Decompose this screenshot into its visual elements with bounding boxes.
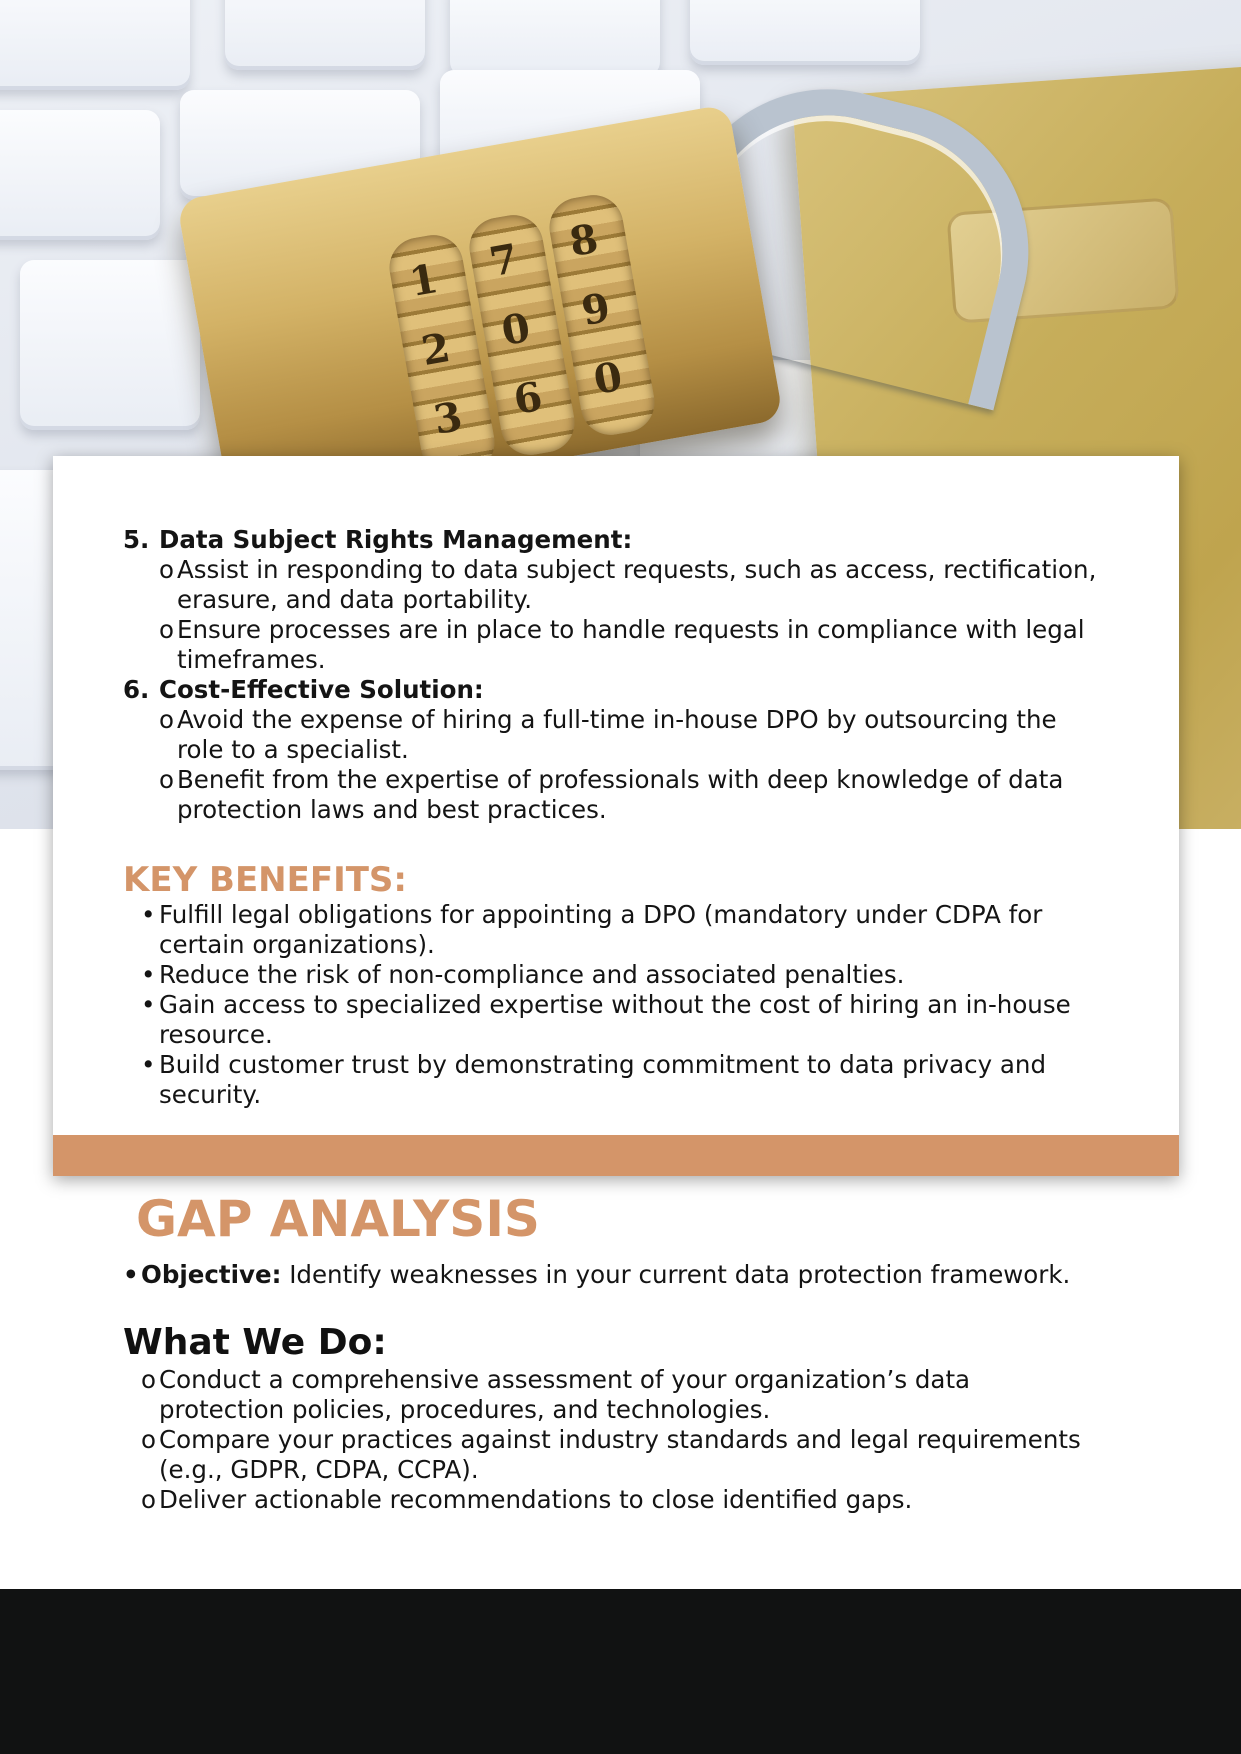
key-benefits-heading: KEY BENEFITS:: [123, 860, 408, 900]
objective-line: [141, 1260, 1070, 1290]
sub-bullet: o: [159, 765, 174, 794]
list-item-text: protection laws and best practices.: [177, 795, 607, 824]
list-item-text: Benefit from the expertise of professionals with deep knowledge of data: [177, 765, 1064, 794]
keyboard-key: [20, 260, 200, 430]
benefit-text: resource.: [159, 1020, 273, 1049]
bullet: •: [141, 990, 156, 1019]
accent-band: [53, 1135, 1179, 1176]
list-item-text: (e.g., GDPR, CDPA, CCPA).: [159, 1455, 479, 1484]
sub-bullet: o: [141, 1365, 156, 1394]
bullet: •: [141, 960, 156, 989]
what-we-do-heading: What We Do:: [123, 1322, 387, 1363]
list-number: 6.: [123, 675, 150, 704]
list-item-text: Conduct a comprehensive assessment of your organization’s data: [159, 1365, 971, 1394]
combination-dial: 1 2 3: [385, 230, 500, 479]
list-item-text: Avoid the expense of hiring a full-time in-house DPO by outsourcing the: [177, 705, 1057, 734]
benefit-text: Fulfill legal obligations for appointing a DPO (mandatory under CDPA for: [159, 900, 1043, 929]
list-item-text: Ensure processes are in place to handle requests in compliance with legal: [177, 615, 1085, 644]
list-item-text: role to a specialist.: [177, 735, 409, 764]
sub-bullet: o: [159, 705, 174, 734]
objective-text: Identify weaknesses in your current data protection framework.: [281, 1260, 1071, 1289]
sub-bullet: o: [141, 1485, 156, 1514]
combination-dial: 8 9 0: [545, 190, 660, 439]
benefit-text: certain organizations).: [159, 930, 435, 959]
list-item-text: Deliver actionable recommendations to close identified gaps.: [159, 1485, 913, 1514]
service-title: Cost-Effective Solution:: [159, 675, 484, 704]
keyboard-key: [0, 110, 160, 240]
list-item-text: Assist in responding to data subject requests, such as access, rectification,: [177, 555, 1097, 584]
list-item-text: protection policies, procedures, and technologies.: [159, 1395, 771, 1424]
benefit-text: Reduce the risk of non-compliance and associated penalties.: [159, 960, 905, 989]
combination-dial: 7 0 6: [465, 210, 580, 459]
sub-bullet: o: [159, 555, 174, 584]
list-item-text: timeframes.: [177, 645, 326, 674]
benefit-text: Gain access to specialized expertise without the cost of hiring an in-house: [159, 990, 1071, 1019]
keyboard-key: [450, 0, 660, 80]
benefit-text: Build customer trust by demonstrating commitment to data privacy and: [159, 1050, 1047, 1079]
list-number: 5.: [123, 525, 150, 554]
sub-bullet: o: [159, 615, 174, 644]
bullet: •: [141, 900, 156, 929]
footer-bar: [0, 1589, 1241, 1754]
bullet: •: [141, 1050, 156, 1079]
service-title: Data Subject Rights Management:: [159, 525, 633, 554]
sub-bullet: o: [141, 1425, 156, 1454]
keyboard-key: [225, 0, 425, 70]
gap-analysis-heading: GAP ANALYSIS: [136, 1190, 540, 1248]
objective-label: Objective:: [141, 1260, 282, 1289]
keyboard-key: [690, 0, 920, 65]
benefit-text: security.: [159, 1080, 262, 1109]
list-item-text: erasure, and data portability.: [177, 585, 533, 614]
list-item-text: Compare your practices against industry standards and legal requirements: [159, 1425, 1081, 1454]
bullet: •: [123, 1260, 139, 1289]
keyboard-key: [0, 0, 190, 90]
